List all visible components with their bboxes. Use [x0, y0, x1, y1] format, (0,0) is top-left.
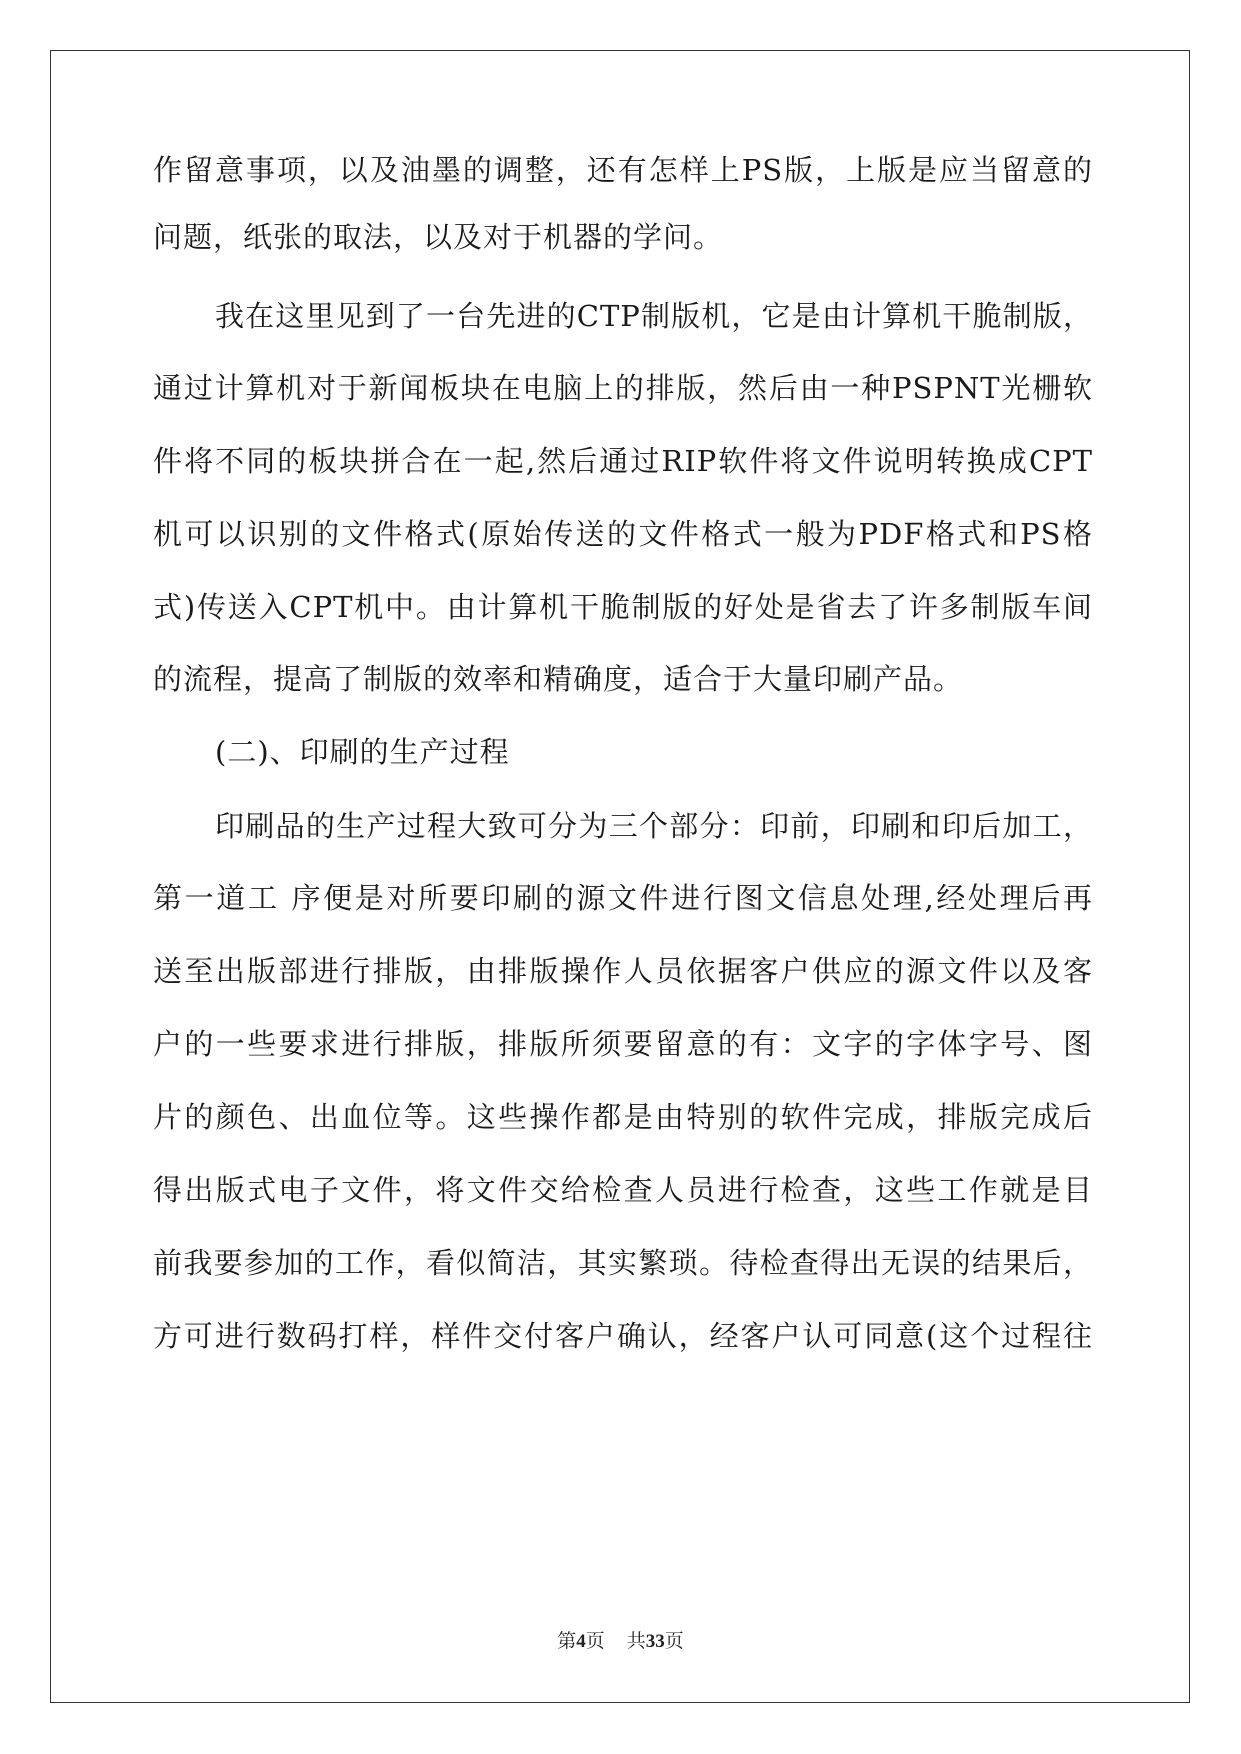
text-line-12: 送至出版部进行排版，由排版操作人员依据客户供应的源文件以及客: [153, 954, 1093, 988]
page-number: 4: [576, 1631, 586, 1652]
section-heading: (二)、印刷的生产过程: [215, 735, 510, 769]
text-line-5: 件将不同的板块拼合在一起,然后通过RIP软件将文件说明转换成CPT: [153, 444, 1093, 478]
text-line-11: 第一道工 序便是对所要印刷的源文件进行图文信息处理,经处理后再: [153, 881, 1093, 915]
text-line-14: 片的颜色、出血位等。这些操作都是由特别的软件完成，排版完成后: [153, 1100, 1093, 1134]
text-line-2: 问题，纸张的取法，以及对于机器的学问。: [153, 220, 724, 254]
page-suffix: 页: [585, 1631, 605, 1652]
total-pages: 33: [645, 1631, 665, 1652]
text-line-15: 得出版式电子文件，将文件交给检查人员进行检查，这些工作就是目: [153, 1173, 1093, 1207]
text-line-13: 户的一些要求进行排版，排版所须要留意的有：文字的字体字号、图: [153, 1027, 1093, 1061]
text-line-8: 的流程，提高了制版的效率和精确度，适合于大量印刷产品。: [153, 662, 964, 696]
page-prefix: 第: [557, 1631, 577, 1652]
page-footer: [0, 1626, 1241, 1653]
text-line-7: 式)传送入CPT机中。由计算机干脆制版的好处是省去了许多制版车间: [153, 590, 1093, 624]
text-line-3: 我在这里见到了一台先进的CTP制版机，它是由计算机干脆制版，: [215, 299, 1093, 333]
text-line-16: 前我要参加的工作，看似简洁，其实繁琐。待检查得出无误的结果后，: [153, 1246, 1093, 1280]
text-line-6: 机可以识别的文件格式(原始传送的文件格式一般为PDF格式和PS格: [153, 517, 1093, 551]
total-prefix: 共: [626, 1631, 646, 1652]
text-line-1: 作留意事项，以及油墨的调整，还有怎样上PS版，上版是应当留意的: [153, 153, 1093, 187]
total-suffix: 页: [664, 1631, 684, 1652]
text-line-10: 印刷品的生产过程大致可分为三个部分：印前，印刷和印后加工，: [215, 809, 1093, 843]
text-line-17: 方可进行数码打样，样件交付客户确认，经客户认可同意(这个过程往: [153, 1319, 1093, 1353]
text-line-4: 通过计算机对于新闻板块在电脑上的排版，然后由一种PSPNT光栅软: [153, 371, 1093, 405]
